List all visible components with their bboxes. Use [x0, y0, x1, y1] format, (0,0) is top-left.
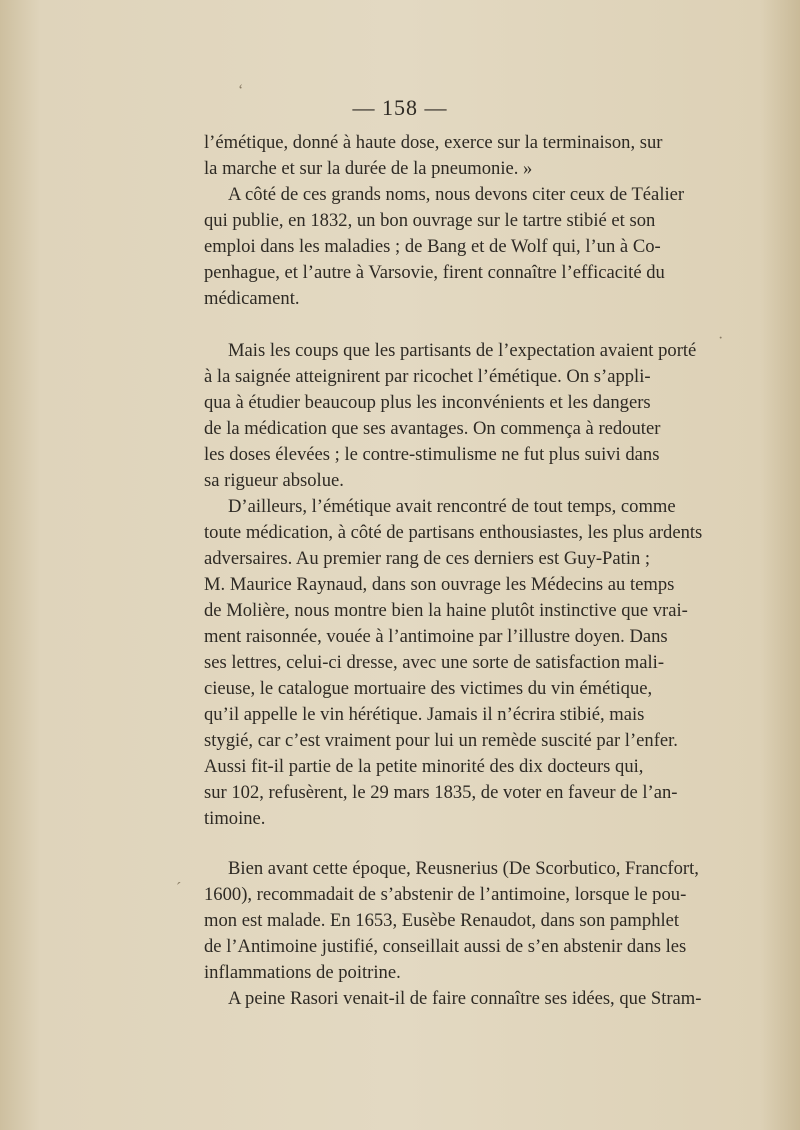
text-line: emploi dans les maladies ; de Bang et de Wolf qui, l’un à Co-	[204, 236, 661, 257]
paper-speck: ˊ	[176, 880, 182, 897]
paper-speck: ʻ	[238, 82, 244, 99]
text-line: l’émétique, donné à haute dose, exerce sur la terminaison, sur	[204, 132, 663, 153]
text-line: sa rigueur absolue.	[204, 470, 344, 491]
text-line: sur 102, refusèrent, le 29 mars 1835, de voter en faveur de l’an-	[204, 782, 678, 803]
text-line: de Molière, nous montre bien la haine plutôt instinctive que vrai-	[204, 600, 688, 621]
text-line: cieuse, le catalogue mortuaire des victimes du vin émétique,	[204, 678, 653, 699]
text-line: inflammations de poitrine.	[204, 962, 401, 983]
text-line: adversaires. Au premier rang de ces derniers est Guy-Patin ;	[204, 548, 651, 569]
text-line: ses lettres, celui-ci dresse, avec une sorte de satisfaction mali-	[204, 652, 665, 673]
paper-speck: ·	[718, 330, 724, 347]
text-line: qui publie, en 1832, un bon ouvrage sur le tartre stibié et son	[204, 210, 656, 231]
text-line: toute médication, à côté de partisans enthousiastes, les plus ardents	[204, 522, 703, 543]
text-line: à la saignée atteignirent par ricochet l’émétique. On s’appli-	[204, 366, 651, 387]
text-line: A peine Rasori venait-il de faire connaître ses idées, que Stram-	[228, 988, 702, 1009]
text-line: qua à étudier beaucoup plus les inconvénients et les dangers	[204, 392, 651, 413]
text-line: M. Maurice Raynaud, dans son ouvrage les Médecins au temps	[204, 574, 675, 595]
text-line: qu’il appelle le vin hérétique. Jamais il n’écrira stibié, mais	[204, 704, 645, 725]
text-line: ment raisonnée, vouée à l’antimoine par l’illustre doyen. Dans	[204, 626, 668, 647]
text-line: 1600), recommadait de s’abstenir de l’antimoine, lorsque le pou-	[204, 884, 687, 905]
text-line: timoine.	[204, 808, 266, 829]
text-line: Aussi fit-il partie de la petite minorité des dix docteurs qui,	[204, 756, 644, 777]
text-line: de l’Antimoine justifié, conseillait aussi de s’en abstenir dans les	[204, 936, 687, 957]
paragraph-gap	[204, 312, 708, 338]
text-line: D’ailleurs, l’émétique avait rencontré de tout temps, comme	[228, 496, 676, 517]
body-text	[204, 130, 708, 1012]
text-line: de la médication que ses avantages. On commença à redouter	[204, 418, 661, 439]
paragraph-gap	[204, 832, 708, 856]
text-line: la marche et sur la durée de la pneumonie. »	[204, 158, 533, 179]
text-line: A côté de ces grands noms, nous devons citer ceux de Téalier	[228, 184, 685, 205]
page-number: — 158 —	[352, 95, 448, 120]
text-line: les doses élevées ; le contre-stimulisme ne fut plus suivi dans	[204, 444, 660, 465]
text-line: stygié, car c’est vraiment pour lui un remède suscité par l’enfer.	[204, 730, 678, 751]
text-line: médicament.	[204, 288, 300, 309]
text-line: Mais les coups que les partisants de l’expectation avaient porté	[228, 340, 697, 361]
text-line: penhague, et l’autre à Varsovie, firent connaître l’efficacité du	[204, 262, 665, 283]
text-line: mon est malade. En 1653, Eusèbe Renaudot, dans son pamphlet	[204, 910, 680, 931]
text-line: Bien avant cette époque, Reusnerius (De Scorbutico, Francfort,	[228, 858, 699, 879]
